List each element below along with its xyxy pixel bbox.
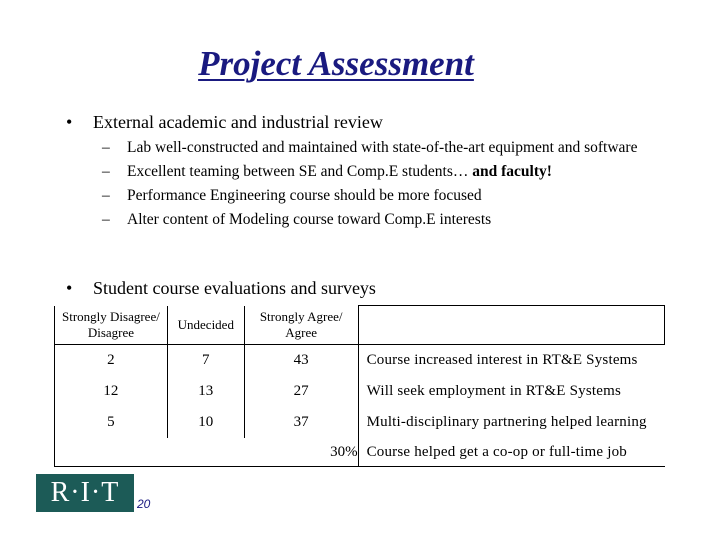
header-undecided: Undecided bbox=[167, 306, 244, 345]
sub-bullet-emphasis: and faculty! bbox=[472, 163, 552, 180]
cell-statement: Multi-disciplinary partnering helped learning bbox=[366, 414, 647, 430]
bullet-external-review bbox=[66, 112, 383, 133]
cell-disagree: 12 bbox=[55, 376, 168, 407]
table-row bbox=[55, 376, 665, 407]
sub-bullet-text: Excellent teaming between SE and Comp.E students… bbox=[127, 163, 473, 180]
cell-undecided: 13 bbox=[167, 376, 244, 407]
table-row bbox=[55, 345, 665, 377]
dash-marker: – bbox=[102, 163, 110, 180]
header-disagree: Strongly Disagree/ Disagree bbox=[55, 306, 168, 345]
cell-statement: Course helped get a co-op or full-time job bbox=[366, 443, 627, 460]
bullet-dot: • bbox=[66, 278, 73, 298]
cell-agree: 27 bbox=[244, 376, 358, 407]
slide-title: Project Assessment bbox=[198, 44, 474, 83]
header-statement bbox=[358, 306, 664, 345]
sub-bullet-list bbox=[102, 138, 672, 234]
sub-bullet-modeling bbox=[102, 210, 672, 230]
sub-bullet-text: Lab well-constructed and maintained with state-of-the-art equipment and software bbox=[127, 139, 638, 156]
cell-disagree: 2 bbox=[55, 345, 168, 377]
survey-table bbox=[54, 305, 665, 467]
dash-marker: – bbox=[102, 139, 110, 156]
dash-marker: – bbox=[102, 187, 110, 204]
sub-bullet-text: Performance Engineering course should be more focused bbox=[127, 187, 482, 204]
sub-bullet-text: Alter content of Modeling course toward Comp.E interests bbox=[127, 211, 492, 228]
bullet-text: Student course evaluations and surveys bbox=[93, 278, 376, 298]
cell-undecided: 7 bbox=[167, 345, 244, 377]
sub-bullet-performance bbox=[102, 186, 672, 206]
table-row bbox=[55, 438, 665, 467]
cell-statement: Course increased interest in RT&E Systems bbox=[358, 345, 664, 377]
dash-marker: – bbox=[102, 211, 110, 228]
survey-header-row bbox=[55, 306, 665, 345]
table-row bbox=[55, 407, 665, 438]
cell-undecided: 10 bbox=[167, 407, 244, 438]
header-agree: Strongly Agree/ Agree bbox=[244, 306, 358, 345]
sub-bullet-teaming bbox=[102, 162, 672, 182]
cell-statement: Will seek employment in RT&E Systems bbox=[366, 383, 621, 399]
bullet-text: External academic and industrial review bbox=[93, 112, 383, 132]
cell-disagree: 5 bbox=[55, 407, 168, 438]
cell-percent: 30% bbox=[55, 438, 359, 467]
sub-bullet-lab bbox=[102, 138, 672, 158]
bullet-student-evaluations bbox=[66, 278, 376, 299]
cell-agree: 37 bbox=[244, 407, 358, 438]
rit-logo: R·I·T bbox=[36, 474, 134, 512]
cell-agree: 43 bbox=[244, 345, 358, 377]
page-number: 20 bbox=[137, 497, 151, 511]
bullet-dot: • bbox=[66, 112, 73, 132]
